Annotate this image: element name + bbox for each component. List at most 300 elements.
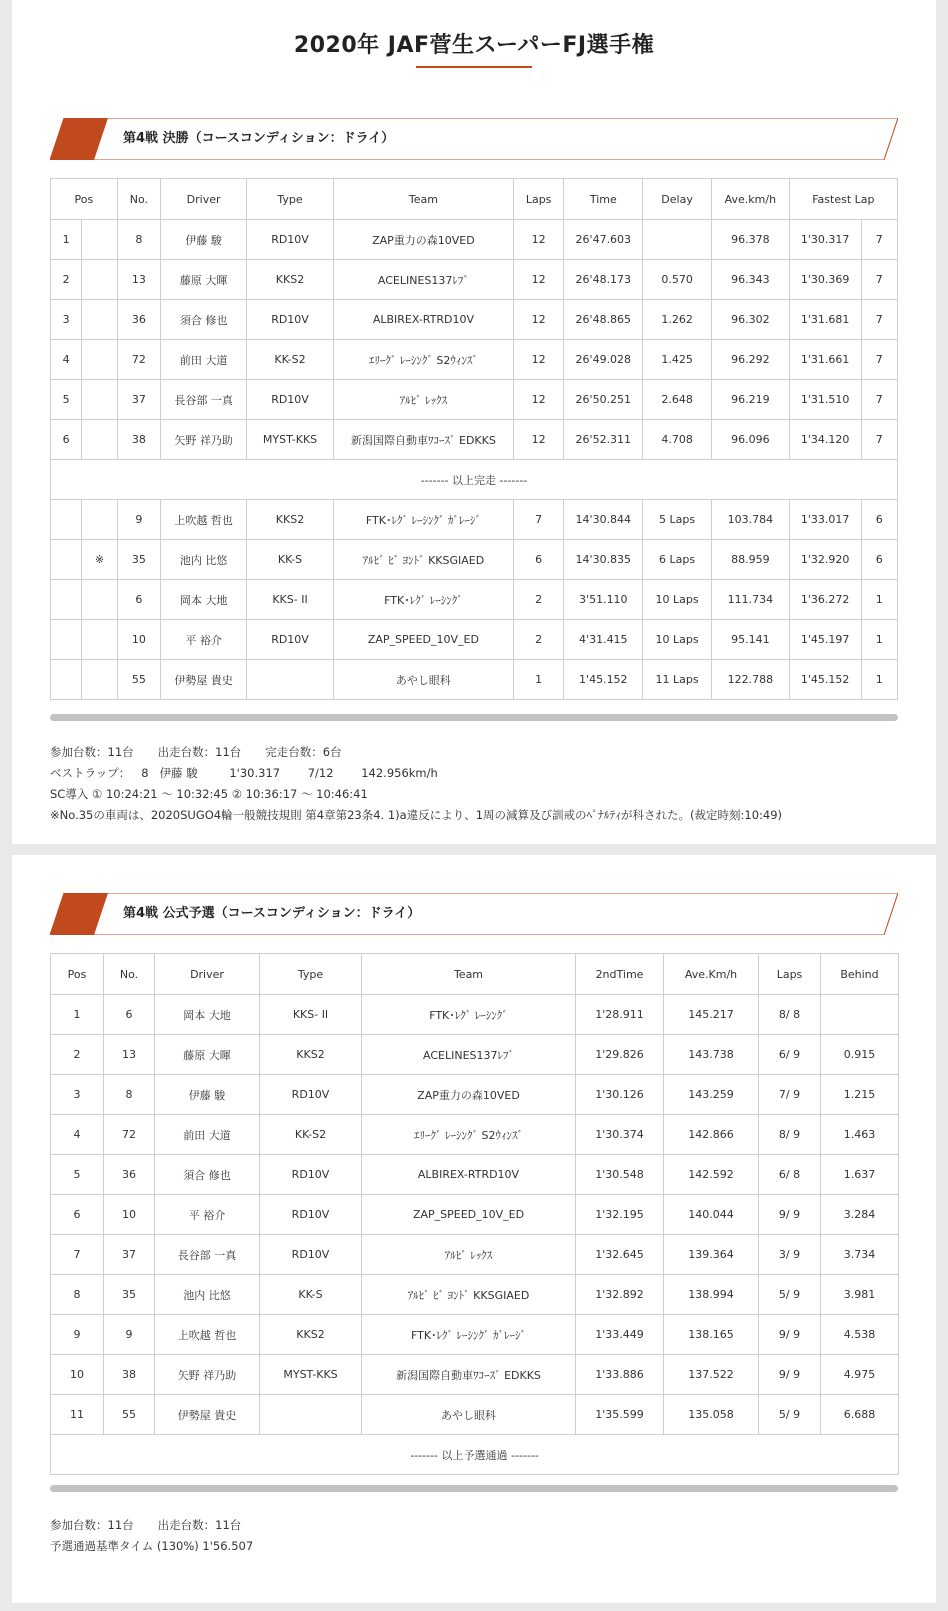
cell-no: 8 [117,220,160,260]
cell-delay: 0.570 [643,260,712,300]
cell-delay: 4.708 [643,420,712,460]
cell-laps: 5/ 9 [759,1395,821,1435]
cell-delay: 11 Laps [643,660,712,700]
cell-laps: 6/ 8 [759,1155,821,1195]
cell-driver: 須合 修也 [155,1155,260,1195]
qualifying-heading: 第4戦 公式予選（コースコンディション：ドライ） [123,906,421,921]
cell-ave: 142.866 [664,1115,759,1155]
cell-fastest-lap-no: 1 [861,660,898,700]
cell-type [260,1395,362,1435]
cell-no: 36 [117,300,160,340]
cell-no: 10 [117,620,160,660]
cell-fastest-lap: 1'30.369 [789,260,861,300]
qualifying-starters: 出走台数：11台 [157,1518,242,1532]
cell-driver: 藤原 大暉 [155,1035,260,1075]
cell-2nd-time: 1'30.548 [576,1155,664,1195]
qualifying-table-scrollbar[interactable] [50,1485,898,1492]
cell-ave: 143.738 [664,1035,759,1075]
cell-team: 新潟国際自動車ﾜｺｰｽﾞ EDKKS [333,420,513,460]
col-no: No. [117,179,160,220]
cell-type: KK-S2 [260,1115,362,1155]
cell-no: 35 [104,1275,155,1315]
cell-behind: 3.284 [821,1195,899,1235]
cell-behind: 4.975 [821,1355,899,1395]
cell-ave: 103.784 [711,500,789,540]
cell-type: RD10V [247,220,334,260]
cell-ave: 96.292 [711,340,789,380]
cell-fastest-lap-no: 7 [861,300,898,340]
cell-laps: 6 [513,540,564,580]
cell-no: 13 [104,1035,155,1075]
cell-mark [82,620,117,660]
cell-ave: 96.302 [711,300,789,340]
cell-driver: 伊勢屋 貴史 [161,660,247,700]
col-team: Team [333,179,513,220]
cell-no: 9 [104,1315,155,1355]
cell-fastest-lap: 1'45.197 [789,620,861,660]
cell-time: 3'51.110 [564,580,643,620]
cell-pos: 9 [51,1315,104,1355]
cell-laps: 9/ 9 [759,1315,821,1355]
cell-mark [82,660,117,700]
finish-divider: ------- 以上完走 ------- [51,460,898,500]
cell-time: 1'45.152 [564,660,643,700]
cell-ave: 96.219 [711,380,789,420]
cell-time: 26'48.865 [564,300,643,340]
cell-fastest-lap-no: 6 [861,540,898,580]
cell-fastest-lap: 1'31.661 [789,340,861,380]
col-type: Type [260,954,362,995]
cell-type: KKS- II [247,580,334,620]
cell-pos: 4 [51,340,82,380]
table-row [51,260,898,300]
final-notes [50,742,782,826]
cell-laps: 8/ 8 [759,995,821,1035]
cell-team: ｴﾘｰｸﾞ ﾚｰｼﾝｸﾞ S2ｳｨﾝｽﾞ [362,1115,576,1155]
cell-pos [51,500,82,540]
cell-pos: 4 [51,1115,104,1155]
cell-time: 14'30.835 [564,540,643,580]
cell-ave: 142.592 [664,1155,759,1195]
cell-no: 9 [117,500,160,540]
cell-pos: 6 [51,420,82,460]
cell-type: RD10V [260,1075,362,1115]
cell-2nd-time: 1'35.599 [576,1395,664,1435]
cell-driver: 伊藤 駿 [161,220,247,260]
col-type: Type [247,179,334,220]
cell-driver: 伊藤 駿 [155,1075,260,1115]
cell-pos: 7 [51,1235,104,1275]
cell-team: FTK･ﾚｸﾞ ﾚｰｼﾝｸﾞ [362,995,576,1035]
cell-pos: 11 [51,1395,104,1435]
cell-delay: 5 Laps [643,500,712,540]
cell-type: KKS2 [260,1315,362,1355]
cell-driver: 上吹越 哲也 [161,500,247,540]
table-row [51,540,898,580]
cell-delay: 2.648 [643,380,712,420]
table-row [51,660,898,700]
cell-laps: 12 [513,380,564,420]
table-row [51,500,898,540]
cell-driver: 池内 比悠 [161,540,247,580]
table-row [51,580,898,620]
final-counts [50,742,782,763]
final-header-row [51,179,898,220]
cell-team: ZAP_SPEED_10V_ED [333,620,513,660]
qualifying-section-banner [50,893,898,935]
cell-fastest-lap: 1'32.920 [789,540,861,580]
cell-fastest-lap-no: 7 [861,260,898,300]
cell-behind: 1.215 [821,1075,899,1115]
cell-team: あやし眼科 [362,1395,576,1435]
cell-no: 6 [117,580,160,620]
table-row [51,380,898,420]
table-row [51,1075,899,1115]
pass-divider: ------- 以上予選通過 ------- [51,1435,899,1475]
cell-mark [82,580,117,620]
cell-behind: 0.915 [821,1035,899,1075]
cell-no: 37 [104,1235,155,1275]
cell-team: ｴﾘｰｸﾞ ﾚｰｼﾝｸﾞ S2ｳｨﾝｽﾞ [333,340,513,380]
cell-team: ｱﾙﾋﾞ ﾋﾞ ﾖﾝﾄﾞ KKSGIAED [333,540,513,580]
safety-car-line: SC導入 ① 10:24:21 ～ 10:32:45 ② 10:36:17 ～ 10:46:41 [50,787,368,801]
cell-type: RD10V [247,620,334,660]
cell-fastest-lap: 1'34.120 [789,420,861,460]
cell-ave: 88.959 [711,540,789,580]
cell-laps: 7/ 9 [759,1075,821,1115]
cell-ave: 137.522 [664,1355,759,1395]
cell-ave: 139.364 [664,1235,759,1275]
cell-time: 26'47.603 [564,220,643,260]
cell-laps: 12 [513,260,564,300]
qualifying-header-row [51,954,899,995]
cell-driver: 矢野 祥乃助 [161,420,247,460]
cell-type: KKS2 [247,260,334,300]
title-underline [416,66,532,68]
cell-type: RD10V [247,300,334,340]
cell-mark [82,340,117,380]
col-pos: Pos [51,179,118,220]
cell-delay: 1.425 [643,340,712,380]
col-team: Team [362,954,576,995]
final-section-banner [50,118,898,160]
cell-driver: 上吹越 哲也 [155,1315,260,1355]
cell-type: MYST-KKS [260,1355,362,1395]
cell-2nd-time: 1'30.126 [576,1075,664,1115]
cell-driver: 長谷部 一真 [161,380,247,420]
qualifying-counts [50,1515,253,1536]
cell-delay: 6 Laps [643,540,712,580]
cell-laps: 12 [513,340,564,380]
cell-fastest-lap: 1'45.152 [789,660,861,700]
cell-driver: 矢野 祥乃助 [155,1355,260,1395]
cell-pos [51,580,82,620]
cell-mark: ※ [82,540,117,580]
cell-time: 14'30.844 [564,500,643,540]
cell-driver: 平 裕介 [155,1195,260,1235]
cell-ave: 138.165 [664,1315,759,1355]
cell-team: FTK･ﾚｸﾞ ﾚｰｼﾝｸﾞ ｶﾞﾚｰｼﾞ [333,500,513,540]
cell-fastest-lap-no: 1 [861,620,898,660]
cell-pos: 6 [51,1195,104,1235]
cell-behind: 3.734 [821,1235,899,1275]
cell-mark [82,300,117,340]
best-lap-lap: 7/12 [307,766,334,780]
cell-fastest-lap-no: 7 [861,340,898,380]
cell-type: RD10V [260,1235,362,1275]
table-row [51,1235,899,1275]
cell-pos: 3 [51,1075,104,1115]
cell-fastest-lap-no: 7 [861,380,898,420]
cell-laps: 12 [513,420,564,460]
cell-no: 36 [104,1155,155,1195]
cell-fastest-lap: 1'31.681 [789,300,861,340]
cell-mark [82,420,117,460]
cell-type: KKS- II [260,995,362,1035]
cell-ave: 111.734 [711,580,789,620]
table-row [51,1315,899,1355]
cell-type [247,660,334,700]
cell-driver: 長谷部 一真 [155,1235,260,1275]
cell-driver: 藤原 大暉 [161,260,247,300]
col-driver: Driver [155,954,260,995]
final-table-scrollbar[interactable] [50,714,898,721]
cell-2nd-time: 1'32.892 [576,1275,664,1315]
cell-team: ALBIREX-RTRD10V [362,1155,576,1195]
cell-driver: 平 裕介 [161,620,247,660]
cell-mark [82,220,117,260]
cell-time: 4'31.415 [564,620,643,660]
cell-laps: 6/ 9 [759,1035,821,1075]
cell-pos [51,660,82,700]
cell-fastest-lap: 1'30.317 [789,220,861,260]
cell-team: あやし眼科 [333,660,513,700]
cell-driver: 池内 比悠 [155,1275,260,1315]
cell-ave: 96.378 [711,220,789,260]
cell-team: ｱﾙﾋﾞ ﾚｯｸｽ [362,1235,576,1275]
cell-laps: 12 [513,300,564,340]
cell-pos [51,540,82,580]
cell-laps: 12 [513,220,564,260]
cell-ave: 135.058 [664,1395,759,1435]
cell-no: 6 [104,995,155,1035]
table-row [51,1395,899,1435]
final-finishers: 完走台数：6台 [265,745,342,759]
cell-behind: 1.637 [821,1155,899,1195]
cell-ave: 143.259 [664,1075,759,1115]
col-ave: Ave.km/h [711,179,789,220]
best-lap-no: 8 [141,766,149,780]
penalty-note: ※No.35の車両は、2020SUGO4輪一般競技規則 第4章第23条4. 1)a違反により、1周の減算及び訓戒のﾍﾟﾅﾙﾃｨが科された。(裁定時刻:10:49) [50,808,783,822]
col-driver: Driver [161,179,247,220]
cell-no: 10 [104,1195,155,1235]
cell-team: FTK･ﾚｸﾞ ﾚｰｼﾝｸﾞ ｶﾞﾚｰｼﾞ [362,1315,576,1355]
cell-behind: 1.463 [821,1115,899,1155]
cell-type: RD10V [260,1195,362,1235]
cell-time: 26'49.028 [564,340,643,380]
cell-ave: 140.044 [664,1195,759,1235]
cell-type: MYST-KKS [247,420,334,460]
table-row [51,1115,899,1155]
table-row [51,340,898,380]
cell-driver: 岡本 大地 [161,580,247,620]
best-lap-time: 1'30.317 [229,766,281,780]
cell-laps: 3/ 9 [759,1235,821,1275]
cell-team: ZAP重力の森10VED [362,1075,576,1115]
cell-fastest-lap-no: 7 [861,420,898,460]
cell-pos: 2 [51,260,82,300]
cell-ave: 96.096 [711,420,789,460]
cell-behind [821,995,899,1035]
col-fastest-lap: Fastest Lap [789,179,897,220]
qualifying-participants: 参加台数：11台 [50,1518,134,1532]
cell-type: KK-S [260,1275,362,1315]
cell-time: 26'52.311 [564,420,643,460]
cell-delay: 10 Laps [643,580,712,620]
cell-fastest-lap-no: 1 [861,580,898,620]
cell-laps: 9/ 9 [759,1355,821,1395]
table-row [51,1275,899,1315]
cell-2nd-time: 1'29.826 [576,1035,664,1075]
best-lap-speed: 142.956km/h [361,766,438,780]
cell-2nd-time: 1'32.195 [576,1195,664,1235]
cell-laps: 8/ 9 [759,1115,821,1155]
cell-ave: 145.217 [664,995,759,1035]
cell-team: ALBIREX-RTRD10V [333,300,513,340]
cell-time: 26'50.251 [564,380,643,420]
table-row [51,995,899,1035]
col-delay: Delay [643,179,712,220]
table-row [51,1155,899,1195]
qualifying-results-card [12,855,936,1603]
cell-pos [51,620,82,660]
cell-team: 新潟国際自動車ﾜｺｰｽﾞ EDKKS [362,1355,576,1395]
col-laps: Laps [513,179,564,220]
cell-no: 8 [104,1075,155,1115]
page-title: 2020年 JAF菅生スーパーFJ選手権 [293,33,655,58]
cell-delay: 10 Laps [643,620,712,660]
cell-mark [82,500,117,540]
cell-driver: 伊勢屋 貴史 [155,1395,260,1435]
final-participants: 参加台数：11台 [50,745,134,759]
qualifying-results-table [50,953,899,1475]
cell-pos: 2 [51,1035,104,1075]
cell-pos: 1 [51,995,104,1035]
cell-team: ACELINES137ﾚﾌﾞ [362,1035,576,1075]
cell-mark [82,260,117,300]
table-row [51,1035,899,1075]
cell-laps: 7 [513,500,564,540]
cell-team: ｱﾙﾋﾞ ﾚｯｸｽ [333,380,513,420]
cell-2nd-time: 1'28.911 [576,995,664,1035]
best-lap-line [50,763,782,784]
col-behind: Behind [821,954,899,995]
finish-divider-row [51,460,898,500]
cell-behind: 6.688 [821,1395,899,1435]
cell-team: ｱﾙﾋﾞ ﾋﾞ ﾖﾝﾄﾞ KKSGIAED [362,1275,576,1315]
cell-pos: 8 [51,1275,104,1315]
table-row [51,300,898,340]
cell-no: 13 [117,260,160,300]
pass-divider-row [51,1435,899,1475]
cell-ave: 138.994 [664,1275,759,1315]
cell-time: 26'48.173 [564,260,643,300]
table-row [51,1355,899,1395]
cell-driver: 前田 大道 [155,1115,260,1155]
cell-team: FTK･ﾚｸﾞ ﾚｰｼﾝｸﾞ [333,580,513,620]
cell-ave: 95.141 [711,620,789,660]
col-time: Time [564,179,643,220]
col-no: No. [104,954,155,995]
final-results-card [12,0,936,844]
cell-type: RD10V [260,1155,362,1195]
best-lap-label: ベストラップ： [50,766,131,780]
col-pos: Pos [51,954,104,995]
cell-delay [643,220,712,260]
cell-no: 72 [117,340,160,380]
cell-laps: 1 [513,660,564,700]
final-heading: 第4戦 決勝（コースコンディション：ドライ） [123,131,395,146]
final-results-table [50,178,898,700]
cell-ave: 96.343 [711,260,789,300]
cell-pos: 10 [51,1355,104,1395]
qualifying-notes [50,1515,253,1557]
cell-laps: 5/ 9 [759,1275,821,1315]
cell-team: ACELINES137ﾚﾌﾞ [333,260,513,300]
col-2nd-time: 2ndTime [576,954,664,995]
cell-behind: 3.981 [821,1275,899,1315]
cell-pos: 5 [51,380,82,420]
cell-laps: 2 [513,620,564,660]
table-row [51,620,898,660]
final-starters: 出走台数：11台 [157,745,242,759]
cell-2nd-time: 1'32.645 [576,1235,664,1275]
col-ave: Ave.Km/h [664,954,759,995]
cell-laps: 9/ 9 [759,1195,821,1235]
cell-type: KKS2 [260,1035,362,1075]
col-laps: Laps [759,954,821,995]
table-row [51,1195,899,1235]
cell-type: KK-S2 [247,340,334,380]
cell-fastest-lap-no: 6 [861,500,898,540]
cell-team: ZAP重力の森10VED [333,220,513,260]
cell-no: 72 [104,1115,155,1155]
cell-no: 38 [104,1355,155,1395]
cell-fastest-lap: 1'36.272 [789,580,861,620]
cell-fastest-lap: 1'33.017 [789,500,861,540]
cell-type: KKS2 [247,500,334,540]
cell-pos: 3 [51,300,82,340]
cell-mark [82,380,117,420]
cell-2nd-time: 1'33.449 [576,1315,664,1355]
best-lap-driver: 伊藤 駿 [159,766,198,780]
cell-driver: 岡本 大地 [155,995,260,1035]
qualifying-cutoff: 予選通過基準タイム (130%) 1'56.507 [50,1539,254,1553]
cell-2nd-time: 1'30.374 [576,1115,664,1155]
cell-no: 55 [104,1395,155,1435]
table-row [51,220,898,260]
cell-fastest-lap-no: 7 [861,220,898,260]
cell-no: 35 [117,540,160,580]
cell-team: ZAP_SPEED_10V_ED [362,1195,576,1235]
cell-type: RD10V [247,380,334,420]
cell-ave: 122.788 [711,660,789,700]
cell-no: 55 [117,660,160,700]
cell-laps: 2 [513,580,564,620]
cell-pos: 5 [51,1155,104,1195]
cell-driver: 前田 大道 [161,340,247,380]
table-row [51,420,898,460]
